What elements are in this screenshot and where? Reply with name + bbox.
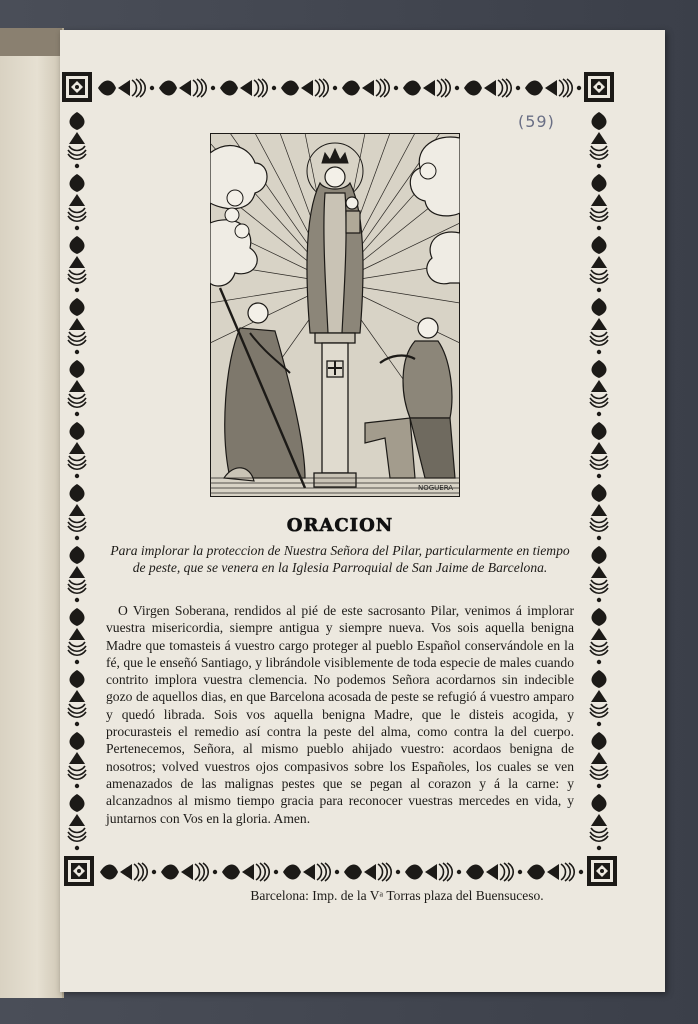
prayer-title: ORACION (286, 515, 394, 536)
prayer-body: O Virgen Soberana, rendidos al pié de este sacrosanto Pilar, venimos á implorar vuestra misericordia, siempre antigua y siempre nueva. Vos sois aquella benigna Madre que tomasteis á vuestro cargo proteger al pueblo Español conservándole en la fé, que le enseñó Santiago, y librándole visiblemente de toda especie de males cuando contrito implora vuestra clemencia. No podemos Señora acordarnos sin indecible gozo de aquellos dias, en que Barcelona acosada de peste se refugió á vuestro amparo y quedó librada. Sois vos aquella benigna Madre, que le disteis acogida, y procurasteis el remedio así contra la peste del alma, como contra la del cuerpo. Pertenecemos, Señora, al mismo pueblo ahijado vuestro: acordaos benigna de nosotros; volved vuestros ojos compasivos sobre los Españoles, los cuales se ven amenazados de las malignas pestes que se pegan al corazon y á la carne: y alcanzadnos al mismo tiempo gracia para reconocer vuestras mercedes en vida, y juntarnos con Vos en la gloria. Amen. (106, 603, 574, 826)
virgin-del-pilar-engraving (210, 133, 460, 497)
engraver-signature: NOGUERA (418, 484, 454, 492)
handwritten-page-number: (59) (518, 112, 555, 131)
prayer-subtitle: Para implorar la proteccion de Nuestra Señora del Pilar, particularmente en tiempo de peste, que se venera en la Iglesia Parroquial de San Jaime de Barcelona. (110, 543, 570, 575)
printer-imprint: Barcelona: Imp. de la Vᵃ Torras plaza del Buensuceso. (250, 888, 544, 903)
facing-page-edge (0, 28, 64, 998)
binding-top (0, 28, 62, 56)
